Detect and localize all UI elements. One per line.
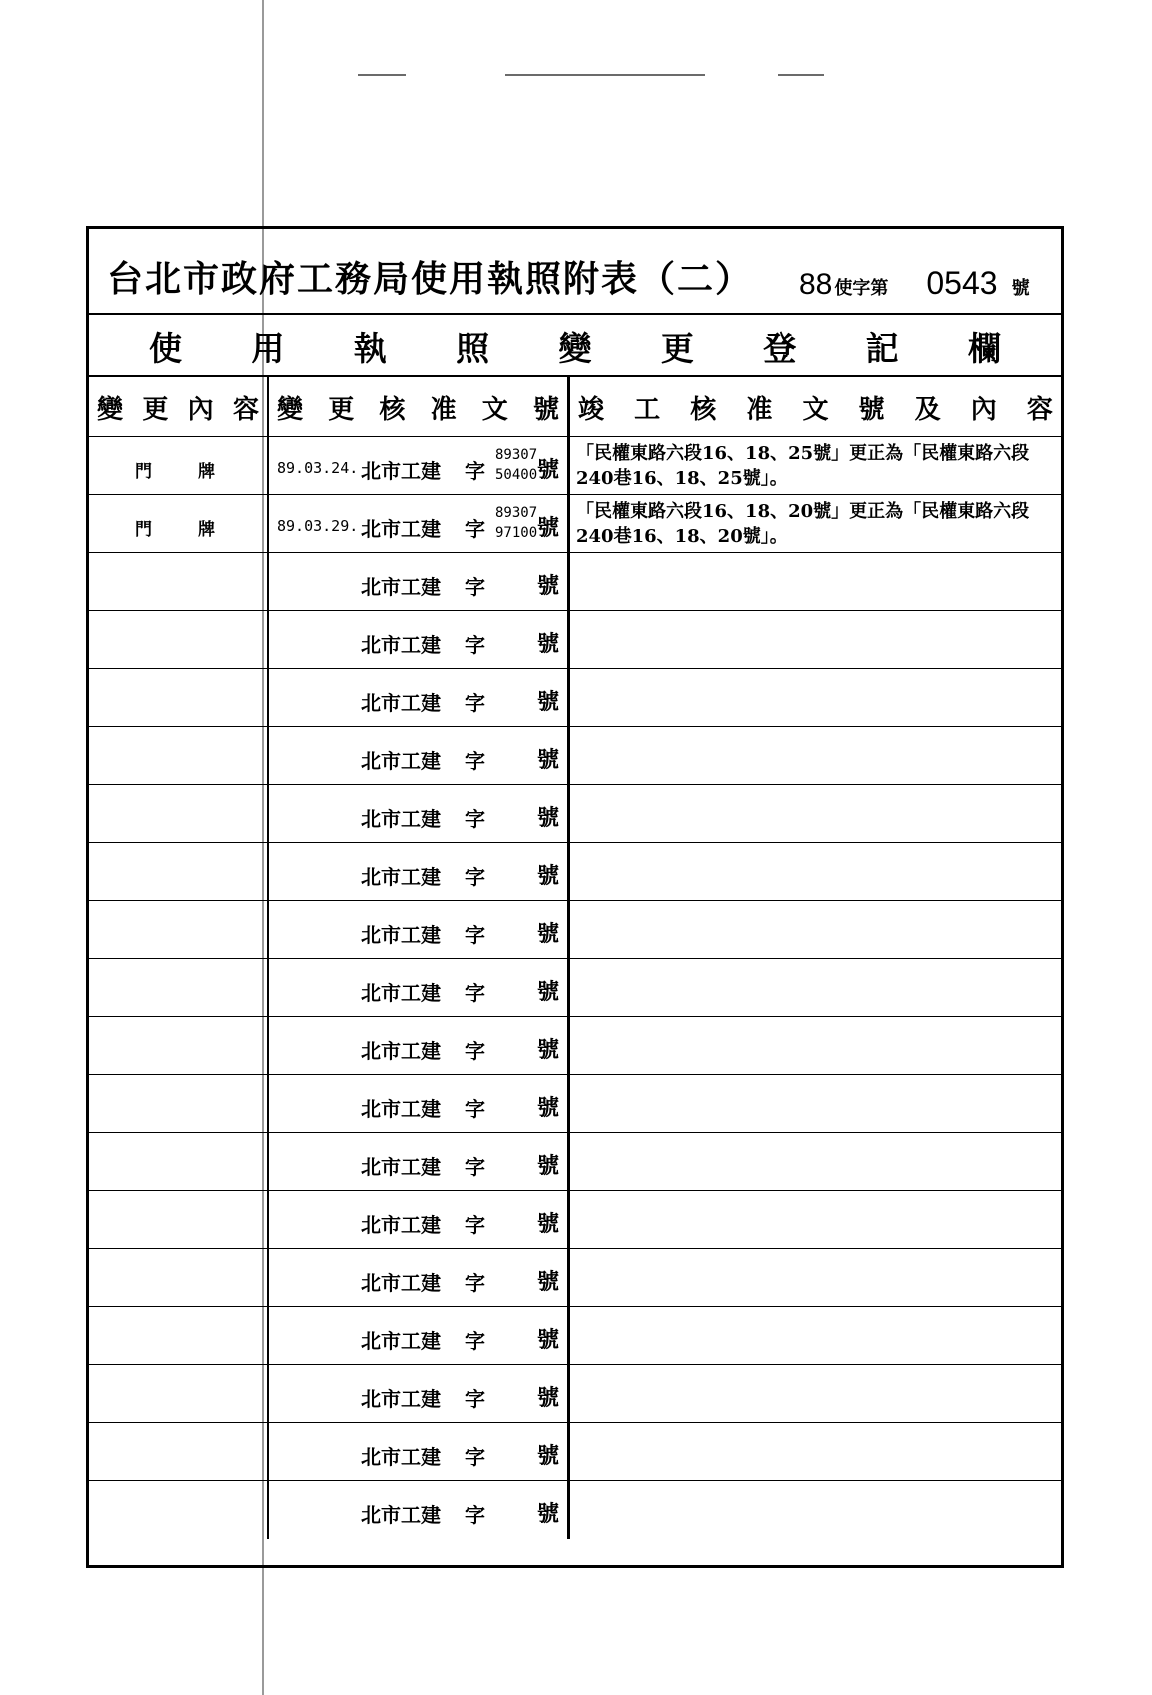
approval-number-cell: [269, 1423, 570, 1480]
section-row: [89, 315, 1061, 377]
header-char: 文: [481, 395, 508, 425]
approval-number-cell: [269, 1075, 570, 1132]
change-type-char: 牌: [198, 520, 215, 540]
change-content-cell: [89, 959, 269, 1016]
approval-number-cell: [269, 437, 570, 494]
approval-number-cell: [269, 1307, 570, 1364]
approval-number-cell: [269, 1133, 570, 1190]
completion-info-cell: [570, 959, 1061, 1016]
hao-label: 號: [537, 1327, 560, 1353]
change-content-cell: [89, 1191, 269, 1248]
header-char: 更: [328, 395, 355, 425]
completion-info-cell: [570, 553, 1061, 610]
office-label: 北市工建: [361, 1155, 441, 1179]
hao-label: 號: [537, 747, 560, 773]
completion-info-cell: [570, 901, 1061, 958]
header-char: 內: [970, 395, 997, 425]
section-title-char: 變: [558, 329, 592, 368]
office-label: 北市工建: [361, 1271, 441, 1295]
completion-info-cell: [570, 843, 1061, 900]
approval-number-cell: [269, 495, 570, 552]
header-char: 內: [187, 395, 214, 425]
zi-label: 字: [465, 1445, 485, 1469]
completion-info-cell: [570, 1307, 1061, 1364]
approval-number-cell: [269, 959, 570, 1016]
completion-info-cell: [570, 1191, 1061, 1248]
change-type-char: 牌: [198, 462, 215, 482]
completion-info-cell: [570, 1133, 1061, 1190]
header-approval-number-text: [277, 389, 559, 426]
section-title-char: 更: [660, 329, 694, 368]
header-char: 號: [858, 395, 885, 425]
table-row-empty: [89, 1191, 1061, 1249]
completion-info-cell: [570, 1249, 1061, 1306]
zi-label: 字: [465, 1387, 485, 1411]
section-title-char: 欄: [968, 329, 1001, 368]
hao-label: 號: [537, 979, 560, 1005]
office-label: 北市工建: [361, 691, 441, 715]
table-row-empty: [89, 843, 1061, 901]
office-label: 北市工建: [361, 1329, 441, 1353]
zi-label: 字: [465, 691, 485, 715]
zi-label: 字: [465, 981, 485, 1005]
change-record-table: [89, 377, 1061, 1539]
hao-label: 號: [537, 631, 560, 657]
hao-label: 號: [537, 805, 560, 831]
completion-description: 「民權東路六段16、18、20號」更正為「民權東路六段240巷16、18、20號」。: [576, 501, 1030, 547]
zi-label: 字: [465, 1213, 485, 1237]
change-type-char: 門: [135, 520, 152, 540]
permit-number: 0543: [926, 265, 998, 301]
permit-suffix: 號: [1011, 278, 1030, 298]
header-approval-number: [269, 377, 570, 436]
approval-number-cell: [269, 1481, 570, 1539]
table-row-empty: [89, 1423, 1061, 1481]
header-char: 核: [690, 395, 717, 425]
permit-number-block: [799, 265, 1030, 302]
change-content-cell: [89, 1423, 269, 1480]
approval-serial: [495, 445, 537, 485]
change-content-cell: [89, 1133, 269, 1190]
zi-label: 字: [465, 807, 485, 831]
completion-info-cell: [570, 1423, 1061, 1480]
header-char: 及: [914, 395, 941, 425]
permit-appendix-form: [86, 226, 1064, 1568]
zi-label: 字: [465, 1155, 485, 1179]
table-header-row: [89, 377, 1061, 437]
header-char: 容: [232, 395, 259, 425]
approval-serial: [495, 503, 537, 543]
zi-label: 字: [465, 1503, 485, 1527]
completion-info-cell: [570, 1365, 1061, 1422]
change-type-char: 門: [135, 462, 152, 482]
change-content-cell: [89, 1249, 269, 1306]
serial-top: 89307: [495, 505, 538, 521]
approval-number-cell: [269, 785, 570, 842]
zi-label: 字: [465, 1097, 485, 1121]
office-label: 北市工建: [361, 1039, 441, 1063]
change-content-cell: [89, 1365, 269, 1422]
hao-label: 號: [537, 573, 560, 599]
completion-info-cell: [570, 1481, 1061, 1539]
header-char: 文: [802, 395, 829, 425]
hao-label: 號: [537, 1385, 560, 1411]
change-type-label: [135, 515, 215, 540]
office-label: 北市工建: [361, 981, 441, 1005]
approval-date: 89.03.24.: [277, 459, 359, 477]
change-content-cell: [89, 1075, 269, 1132]
serial-bottom: 97100: [495, 525, 538, 541]
header-completion-info: [570, 377, 1061, 436]
hao-label: 號: [537, 1153, 560, 1179]
section-title-char: 記: [865, 329, 899, 368]
office-label: 北市工建: [361, 517, 441, 541]
change-content-cell: [89, 1017, 269, 1074]
form-title: 台北市政府工務局使用執照附表（二）: [107, 258, 754, 300]
table-row-empty: [89, 669, 1061, 727]
scan-mark: [778, 74, 824, 76]
hao-label: 號: [537, 1443, 560, 1469]
section-title-char: 照: [456, 329, 490, 368]
table-row-empty: [89, 901, 1061, 959]
completion-description: 「民權東路六段16、18、25號」更正為「民權東路六段240巷16、18、25號」。: [576, 443, 1030, 489]
header-char: 變: [97, 395, 124, 425]
hao-label: 號: [537, 1211, 560, 1237]
completion-info-cell: [570, 611, 1061, 668]
permit-year: 88: [799, 268, 833, 301]
approval-number-cell: [269, 611, 570, 668]
hao-label: 號: [537, 457, 560, 483]
completion-info-cell: [570, 495, 1061, 552]
table-row-empty: [89, 1133, 1061, 1191]
change-content-cell: [89, 553, 269, 610]
header-char: 容: [1026, 395, 1053, 425]
zi-label: 字: [465, 749, 485, 773]
change-content-cell: [89, 1307, 269, 1364]
section-title: [149, 323, 1001, 370]
change-content-cell: [89, 727, 269, 784]
scan-mark: [358, 74, 406, 76]
approval-number-cell: [269, 901, 570, 958]
header-char: 准: [746, 395, 773, 425]
office-label: 北市工建: [361, 1387, 441, 1411]
approval-date: 89.03.29.: [277, 517, 359, 535]
change-content-cell: [89, 611, 269, 668]
change-content-cell: [89, 437, 269, 494]
hao-label: 號: [537, 1501, 560, 1527]
change-content-cell: [89, 843, 269, 900]
zi-label: 字: [465, 517, 485, 541]
section-title-char: 用: [251, 329, 285, 368]
table-row-entry: [89, 437, 1061, 495]
table-row-empty: [89, 611, 1061, 669]
approval-number-cell: [269, 1191, 570, 1248]
office-label: 北市工建: [361, 749, 441, 773]
hao-label: 號: [537, 689, 560, 715]
table-row-empty: [89, 959, 1061, 1017]
hao-label: 號: [537, 1269, 560, 1295]
section-title-char: 執: [353, 329, 387, 368]
hao-label: 號: [537, 863, 560, 889]
change-content-cell: [89, 669, 269, 726]
change-content-cell: [89, 495, 269, 552]
header-completion-info-text: [578, 389, 1053, 426]
office-label: 北市工建: [361, 459, 441, 483]
office-label: 北市工建: [361, 807, 441, 831]
table-row-entry: [89, 495, 1061, 553]
completion-info-cell: [570, 727, 1061, 784]
zi-label: 字: [465, 923, 485, 947]
table-row-empty: [89, 1075, 1061, 1133]
zi-label: 字: [465, 1271, 485, 1295]
change-content-cell: [89, 785, 269, 842]
completion-info-cell: [570, 669, 1061, 726]
hao-label: 號: [537, 1095, 560, 1121]
serial-bottom: 50400: [495, 467, 538, 483]
approval-number-cell: [269, 727, 570, 784]
approval-number-cell: [269, 1017, 570, 1074]
office-label: 北市工建: [361, 1503, 441, 1527]
completion-info-cell: [570, 437, 1061, 494]
hao-label: 號: [537, 1037, 560, 1063]
table-row-empty: [89, 727, 1061, 785]
table-row-empty: [89, 1365, 1061, 1423]
completion-info-cell: [570, 1075, 1061, 1132]
header-char: 更: [142, 395, 169, 425]
section-title-char: 使: [149, 329, 182, 368]
header-char: 號: [532, 395, 559, 425]
header-char: 工: [634, 395, 661, 425]
zi-label: 字: [465, 1329, 485, 1353]
zi-label: 字: [465, 1039, 485, 1063]
office-label: 北市工建: [361, 923, 441, 947]
header-char: 核: [379, 395, 406, 425]
hao-label: 號: [537, 921, 560, 947]
zi-label: 字: [465, 633, 485, 657]
hao-label: 號: [537, 515, 560, 541]
serial-top: 89307: [495, 447, 538, 463]
office-label: 北市工建: [361, 1097, 441, 1121]
table-row-empty: [89, 1307, 1061, 1365]
approval-number-cell: [269, 1365, 570, 1422]
completion-info-cell: [570, 1017, 1061, 1074]
table-row-empty: [89, 785, 1061, 843]
change-content-cell: [89, 901, 269, 958]
table-row-empty: [89, 1481, 1061, 1539]
zi-label: 字: [465, 459, 485, 483]
office-label: 北市工建: [361, 1445, 441, 1469]
office-label: 北市工建: [361, 865, 441, 889]
header-change-content: [89, 377, 269, 436]
table-row-empty: [89, 1017, 1061, 1075]
section-title-char: 登: [763, 329, 797, 368]
header-change-content-text: [97, 389, 259, 426]
header-char: 竣: [578, 395, 605, 425]
approval-number-cell: [269, 1249, 570, 1306]
table-row-empty: [89, 1249, 1061, 1307]
approval-number-cell: [269, 843, 570, 900]
change-type-label: [135, 457, 215, 482]
change-content-cell: [89, 1481, 269, 1539]
office-label: 北市工建: [361, 633, 441, 657]
zi-label: 字: [465, 575, 485, 599]
permit-word: 使字第: [834, 278, 889, 298]
office-label: 北市工建: [361, 1213, 441, 1237]
zi-label: 字: [465, 865, 485, 889]
completion-info-cell: [570, 785, 1061, 842]
approval-number-cell: [269, 553, 570, 610]
office-label: 北市工建: [361, 575, 441, 599]
header-char: 准: [430, 395, 457, 425]
title-row: [89, 229, 1061, 315]
scan-mark: [505, 74, 705, 76]
table-row-empty: [89, 553, 1061, 611]
approval-number-cell: [269, 669, 570, 726]
header-char: 變: [277, 395, 304, 425]
